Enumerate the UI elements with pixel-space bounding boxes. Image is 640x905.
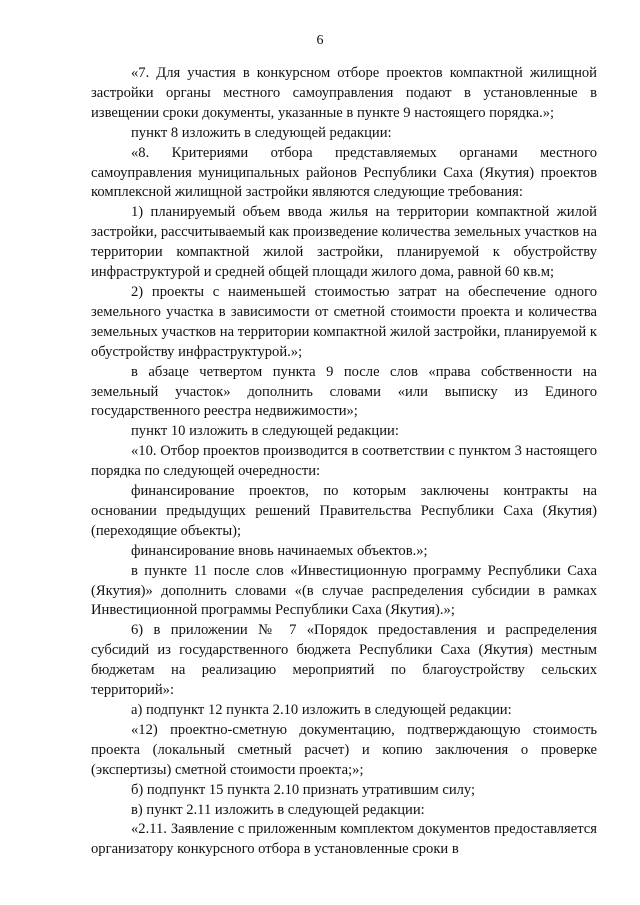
- page-number: 6: [316, 33, 324, 48]
- paragraph-3: «8. Критериями отбора представляемых органами местного самоуправления муниципальных районов Республики Саха (Якутия) проектов комплексной жилищной застройки являются следующие требования:: [91, 144, 597, 201]
- paragraph-12: 6) в приложении № 7 «Порядок предоставления и распределения субсидий из государственного бюджета Республики Саха (Якутия) местным бюджетам на реализацию мероприятий по благоустройству сельских территорий»:: [91, 622, 597, 699]
- paragraph-15: б) подпункт 15 пункта 2.10 признать утратившим силу;: [131, 781, 476, 798]
- paragraph-1: «7. Для участия в конкурсном отборе проектов компактной жилищной застройки органы местного самоуправления подают в установленные в извещении сроки документы, указанные в пункте 9 настоящего порядка.»;: [91, 65, 597, 121]
- paragraph-6: в абзаце четвертом пункта 9 после слов «права собственности на земельный участок» дополнить словами «или выписку из Единого государственного реестра недвижимости»;: [91, 363, 597, 420]
- paragraph-2: пункт 8 изложить в следующей редакции:: [131, 124, 392, 141]
- paragraph-16: в) пункт 2.11 изложить в следующей редакции:: [131, 801, 425, 818]
- paragraph-8: «10. Отбор проектов производится в соответствии с пунктом 3 настоящего порядка по следующей очередности:: [91, 443, 597, 480]
- document-body: [91, 64, 597, 860]
- paragraph-17: «2.11. Заявление с приложенным комплектом документов предоставляется организатору конкурсного отбора в установленные сроки в: [91, 821, 597, 858]
- paragraph-14: «12) проектно-сметную документацию, подтверждающую стоимость проекта (локальный сметный расчет) и копию заключения о проверке (экспертизы) сметной стоимости проекта;»;: [91, 721, 597, 778]
- paragraph-10: финансирование вновь начинаемых объектов.»;: [131, 542, 428, 559]
- paragraph-5: 2) проекты с наименьшей стоимостью затрат на обеспечение одного земельного участка в зависимости от сметной стоимости проекта и количества земельных участков на территории компактной жилой застройки, планируемой к обустройству инфраструктурой.»;: [91, 283, 597, 360]
- paragraph-11: в пункте 11 после слов «Инвестиционную программу Республики Саха (Якутия)» дополнить словами «(в случае распределения субсидии в рамках Инвестиционной программы Республики Саха (Якутия).»;: [91, 562, 597, 619]
- paragraph-7: пункт 10 изложить в следующей редакции:: [131, 423, 399, 440]
- paragraph-4: 1) планируемый объем ввода жилья на территории компактной жилой застройки, рассчитываемый как произведение количества земельных участков на территории компактной жилой застройки, планируемой к обустройству инфраструктурой и средней общей площади жилого дома, равной 60 кв.м;: [91, 204, 597, 281]
- paragraph-9: финансирование проектов, по которым заключены контракты на основании предыдущих решений Правительства Республики Саха (Якутия) (переходящие объекты);: [91, 483, 597, 539]
- paragraph-13: а) подпункт 12 пункта 2.10 изложить в следующей редакции:: [131, 702, 512, 718]
